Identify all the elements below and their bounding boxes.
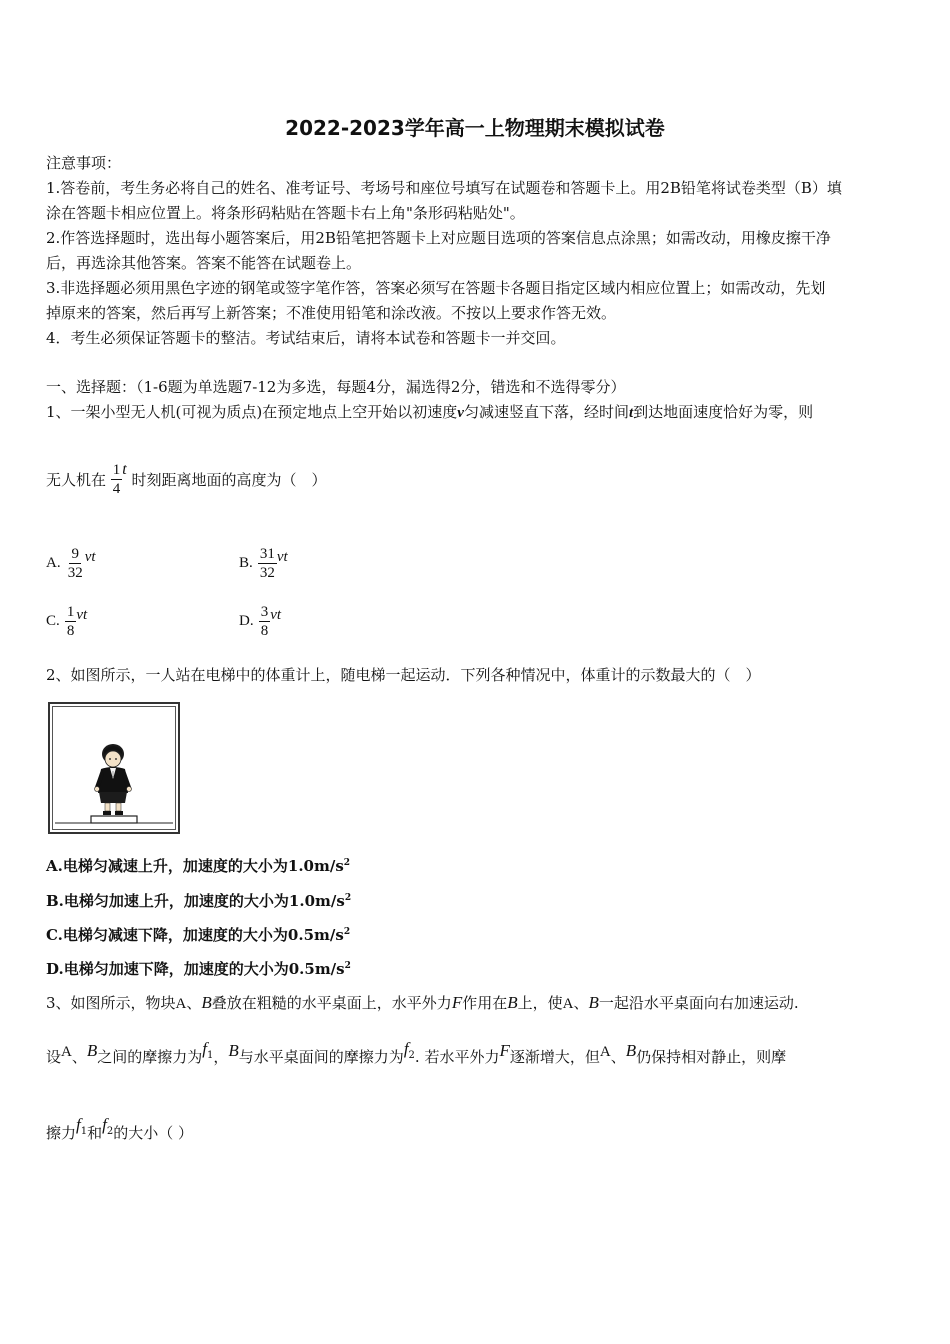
q3-separator: ， (213, 1048, 229, 1066)
q3-symbol-b: B (507, 993, 518, 1012)
option-fraction: $\frac{3}{8}$ (260, 604, 269, 639)
q3-symbol-f: F (499, 1041, 510, 1060)
q3-symbol-a: A (61, 1044, 72, 1060)
q3-symbol-f-small: f (102, 1115, 107, 1134)
section-heading: 一、选择题：（1-6题为单选题7-12为多选，每题4分，漏选得2分，错选和不选得零分） (46, 378, 626, 396)
q3-text: 上，使 (517, 994, 563, 1012)
option-label: B. (239, 555, 253, 571)
q1-option-d[interactable] (239, 604, 281, 639)
q3-text: 设 (46, 1048, 62, 1066)
page-title: 2022-2023学年高一上物理期末模拟试卷 (285, 116, 665, 140)
q3-symbol-a: A (562, 996, 574, 1012)
q3-subscript: 2 (106, 1126, 114, 1137)
option-value: 0.5m/s (287, 926, 344, 944)
notice-line-3: 3.非选择题必须用黑色字迹的钢笔或签字笔作答，答案必须写在答题卡各题目指定区域内相应位置上；如需改动，先划 (46, 279, 826, 297)
option-label: A. (46, 857, 63, 875)
option-fraction: $\frac{31}{32}$ (259, 546, 275, 581)
q3-subscript: 1 (207, 1050, 214, 1061)
q3-f1 (76, 1115, 88, 1137)
q3-symbol-a: A (175, 996, 187, 1012)
q1-line2-pre: 无人机在 (46, 471, 107, 489)
q1-var-v: v (457, 405, 464, 421)
option-text: 电梯匀加速上升，加速度的大小为 (63, 892, 289, 910)
notice-heading: 注意事项： (46, 154, 122, 172)
q2-option-a[interactable] (46, 855, 350, 876)
option-label: D. (239, 613, 254, 629)
q1-text-c: 到达地面速度恰好为零，则 (633, 403, 814, 421)
q1-option-a[interactable] (46, 546, 96, 581)
q3-symbol-b: B (625, 1041, 637, 1060)
q3-separator: 、 (573, 994, 589, 1012)
q3-symbol-b: B (86, 1041, 98, 1060)
q3-text: 和 (87, 1124, 103, 1142)
option-value: 1.0m/s (287, 857, 344, 875)
q3-subscript: 2 (408, 1050, 415, 1061)
question-1-line-2 (46, 462, 327, 497)
q3-separator: 、 (71, 1048, 87, 1066)
q3-text: 逐渐增大，但 (509, 1048, 600, 1066)
question-1-stem (46, 401, 813, 422)
option-var: vt (84, 549, 96, 565)
q3-text: 与水平桌面间的摩擦力为 (238, 1048, 404, 1066)
q3-subscript: 1 (80, 1126, 88, 1137)
q3-f2 (102, 1115, 114, 1137)
q3-text: . 若水平外力 (414, 1048, 500, 1066)
q2-option-c[interactable] (46, 924, 350, 945)
option-text: 电梯匀减速下降，加速度的大小为 (62, 926, 288, 944)
q3-text: 擦力 (46, 1124, 77, 1142)
notice-line-1b: 涂在答题卡相应位置上。将条形码粘贴在答题卡右上角"条形码粘贴处"。 (46, 204, 525, 222)
q3-text: 的大小（ ） (113, 1124, 194, 1142)
question-3-line-2 (46, 1039, 787, 1069)
option-var: vt (76, 607, 88, 623)
elevator-inner-frame (52, 706, 176, 830)
notice-line-3b: 掉原来的答案，然后再写上新答案；不准使用铅笔和涂改液。不按以上要求作答无效。 (46, 304, 617, 322)
q1-time-fraction: $\frac{1}{4}$ (112, 462, 121, 497)
option-text: 电梯匀减速上升，加速度的大小为 (62, 857, 288, 875)
q1-option-b[interactable] (239, 546, 288, 581)
option-superscript: 2 (343, 927, 351, 937)
q2-option-b[interactable] (46, 890, 351, 911)
q2-option-d[interactable] (46, 958, 351, 979)
option-superscript: 2 (343, 858, 351, 868)
elevator-figure (48, 702, 180, 834)
notice-line-4: 4．考生必须保证答题卡的整洁。考试结束后，请将本试卷和答题卡一并交回。 (46, 329, 566, 347)
option-value: 0.5m/s (288, 960, 345, 978)
notice-line-1: 1.答卷前，考生务必将自己的姓名、准考证号、考场号和座位号填写在试题卷和答题卡上。用2B铅笔将试卷类型（B）填 (46, 179, 842, 197)
person-on-scale-illustration (53, 707, 175, 829)
option-fraction: $\frac{1}{8}$ (66, 604, 75, 639)
q3-symbol-f: F (451, 993, 463, 1012)
option-label: C. (46, 613, 60, 629)
option-label: C. (46, 926, 63, 944)
option-label: B. (46, 892, 64, 910)
question-3-line-1 (46, 992, 799, 1013)
q3-f2 (403, 1039, 415, 1061)
q3-separator: 、 (610, 1048, 626, 1066)
q3-symbol-b: B (228, 1041, 239, 1060)
notice-line-2: 2.作答选择题时，选出每小题答案后，用2B铅笔把答题卡上对应题目选项的答案信息点涂黑；如需改动，用橡皮擦干净 (46, 229, 831, 247)
q3-text: 作用在 (462, 994, 508, 1012)
q1-text-a: 1、一架小型无人机(可视为质点)在预定地点上空开始以初速度 (46, 403, 458, 421)
option-var: vt (276, 549, 288, 565)
option-label: A. (46, 555, 61, 571)
q3-text: 仍保持相对静止，则摩 (636, 1048, 787, 1066)
q3-text: 3、如图所示，物块 (46, 994, 176, 1012)
q1-option-c[interactable] (46, 604, 87, 639)
q3-text: 之间的摩擦力为 (97, 1048, 203, 1066)
q3-text: 一起沿水平桌面向右加速运动. (598, 994, 799, 1012)
option-var: vt (270, 607, 282, 623)
notice-line-2b: 后，再选涂其他答案。答案不能答在试题卷上。 (46, 254, 362, 272)
q1-line2-post: 时刻距离地面的高度为（ ） (131, 471, 327, 489)
question-3-line-3 (46, 1115, 194, 1145)
q3-symbol-a: A (599, 1044, 611, 1060)
q3-text: 叠放在粗糙的水平桌面上，水平外力 (211, 994, 452, 1012)
option-fraction: $\frac{9}{32}$ (67, 546, 83, 581)
option-label: D. (46, 960, 64, 978)
option-superscript: 2 (344, 893, 352, 903)
q3-separator: 、 (186, 994, 202, 1012)
question-2-stem: 2、如图所示，一人站在电梯中的体重计上，随电梯一起运动．下列各种情况中，体重计的示数最大的（ ） (46, 666, 761, 684)
q3-f1 (202, 1039, 214, 1061)
q3-symbol-b: B (588, 993, 599, 1012)
option-superscript: 2 (344, 961, 351, 971)
q3-symbol-f-small: f (202, 1039, 208, 1058)
option-text: 电梯匀加速下降，加速度的大小为 (63, 960, 289, 978)
option-value: 1.0m/s (288, 892, 345, 910)
q1-text-b: 匀减速竖直下落，经时间 (463, 403, 629, 421)
q1-var-t: t (628, 405, 634, 421)
q3-symbol-b: B (201, 993, 212, 1012)
q3-symbol-f-small: f (76, 1115, 81, 1134)
q3-symbol-f-small: f (403, 1039, 409, 1058)
q1-fraction-var: t (122, 460, 127, 478)
